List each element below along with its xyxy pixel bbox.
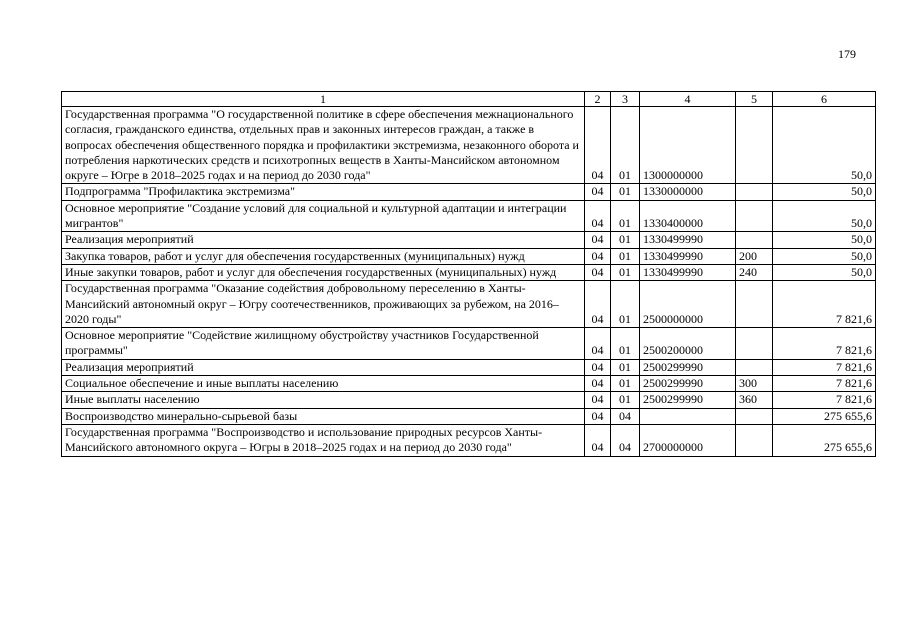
row-type-cell: [736, 232, 773, 248]
row-type-cell: [736, 408, 773, 424]
row-subsection-cell: 01: [611, 359, 640, 375]
row-name-cell: Государственная программа "Воспроизводство и использование природных ресурсов Ханты-Мансийского автономного округа – Югры в 2018–2025 годах и на период до 2030 года": [62, 424, 585, 456]
row-target-cell: 1330499990: [640, 248, 736, 264]
row-amount-cell: 50,0: [773, 232, 876, 248]
table-body: [62, 107, 876, 457]
row-name-cell: Основное мероприятие "Содействие жилищному обустройству участников Государственной программы": [62, 328, 585, 360]
row-section-cell: 04: [585, 107, 611, 184]
row-section-cell: 04: [585, 200, 611, 232]
header-col-2: 2: [585, 92, 611, 107]
row-target-cell: 1330000000: [640, 184, 736, 200]
header-col-3: 3: [611, 92, 640, 107]
row-type-cell: 360: [736, 392, 773, 408]
row-target-cell: 2500200000: [640, 328, 736, 360]
row-name-cell: Подпрограмма "Профилактика экстремизма": [62, 184, 585, 200]
row-amount-cell: 50,0: [773, 248, 876, 264]
table-row: [62, 328, 876, 360]
row-section-cell: 04: [585, 232, 611, 248]
row-section-cell: 04: [585, 359, 611, 375]
header-col-5: 5: [736, 92, 773, 107]
budget-table: [61, 91, 876, 457]
row-target-cell: 2500299990: [640, 359, 736, 375]
row-target-cell: 2500299990: [640, 392, 736, 408]
row-section-cell: 04: [585, 408, 611, 424]
row-name-cell: Государственная программа "О государственной политике в сфере обеспечения межнационального согласия, гражданского единства, отдельных прав и законных интересов граждан, а также в вопросах обеспечения общественного порядка и профилактики экстремизма, незаконного оборота и потребления наркотических средств и психотропных веществ в Ханты-Мансийском автономном округе – Югре в 2018–2025 годах и на период до 2030 года": [62, 107, 585, 184]
page-number: 179: [838, 47, 856, 61]
table-row: [62, 264, 876, 280]
row-section-cell: 04: [585, 424, 611, 456]
row-subsection-cell: 01: [611, 264, 640, 280]
row-subsection-cell: 01: [611, 184, 640, 200]
row-name-cell: Иные выплаты населению: [62, 392, 585, 408]
row-amount-cell: 50,0: [773, 107, 876, 184]
row-section-cell: 04: [585, 392, 611, 408]
row-section-cell: 04: [585, 184, 611, 200]
row-subsection-cell: 01: [611, 200, 640, 232]
header-col-4: 4: [640, 92, 736, 107]
row-section-cell: 04: [585, 248, 611, 264]
row-subsection-cell: 04: [611, 424, 640, 456]
row-subsection-cell: 01: [611, 328, 640, 360]
table-row: [62, 248, 876, 264]
row-type-cell: [736, 328, 773, 360]
row-amount-cell: 7 821,6: [773, 359, 876, 375]
table-row: [62, 408, 876, 424]
row-section-cell: 04: [585, 376, 611, 392]
row-type-cell: 300: [736, 376, 773, 392]
row-amount-cell: 50,0: [773, 200, 876, 232]
row-type-cell: [736, 184, 773, 200]
table-row: [62, 184, 876, 200]
row-subsection-cell: 04: [611, 408, 640, 424]
row-target-cell: 1330400000: [640, 200, 736, 232]
row-amount-cell: 50,0: [773, 184, 876, 200]
row-name-cell: Иные закупки товаров, работ и услуг для обеспечения государственных (муниципальных) нужд: [62, 264, 585, 280]
row-name-cell: Реализация мероприятий: [62, 232, 585, 248]
row-subsection-cell: 01: [611, 107, 640, 184]
row-type-cell: [736, 424, 773, 456]
row-name-cell: Реализация мероприятий: [62, 359, 585, 375]
header-col-1: 1: [62, 92, 585, 107]
row-target-cell: 1330499990: [640, 232, 736, 248]
row-section-cell: 04: [585, 264, 611, 280]
table-row: [62, 359, 876, 375]
row-amount-cell: 7 821,6: [773, 392, 876, 408]
row-type-cell: [736, 281, 773, 328]
table-row: [62, 281, 876, 328]
table-row: [62, 392, 876, 408]
row-subsection-cell: 01: [611, 232, 640, 248]
row-name-cell: Социальное обеспечение и иные выплаты населению: [62, 376, 585, 392]
row-section-cell: 04: [585, 281, 611, 328]
row-amount-cell: 7 821,6: [773, 376, 876, 392]
row-target-cell: 2500299990: [640, 376, 736, 392]
row-amount-cell: 50,0: [773, 264, 876, 280]
table-row: [62, 424, 876, 456]
row-amount-cell: 275 655,6: [773, 408, 876, 424]
row-target-cell: 1300000000: [640, 107, 736, 184]
row-name-cell: Закупка товаров, работ и услуг для обеспечения государственных (муниципальных) нужд: [62, 248, 585, 264]
row-target-cell: 2700000000: [640, 424, 736, 456]
table-header-row: [62, 92, 876, 107]
row-subsection-cell: 01: [611, 376, 640, 392]
row-name-cell: Воспроизводство минерально-сырьевой базы: [62, 408, 585, 424]
row-type-cell: 200: [736, 248, 773, 264]
row-type-cell: 240: [736, 264, 773, 280]
row-target-cell: 1330499990: [640, 264, 736, 280]
row-name-cell: Основное мероприятие "Создание условий для социальной и культурной адаптации и интеграции мигрантов": [62, 200, 585, 232]
table-row: [62, 200, 876, 232]
row-amount-cell: 7 821,6: [773, 328, 876, 360]
row-type-cell: [736, 107, 773, 184]
table-row: [62, 107, 876, 184]
row-section-cell: 04: [585, 328, 611, 360]
header-col-6: 6: [773, 92, 876, 107]
table-row: [62, 232, 876, 248]
row-subsection-cell: 01: [611, 281, 640, 328]
row-type-cell: [736, 200, 773, 232]
row-amount-cell: 7 821,6: [773, 281, 876, 328]
row-subsection-cell: 01: [611, 248, 640, 264]
table-row: [62, 376, 876, 392]
row-name-cell: Государственная программа "Оказание содействия добровольному переселению в Ханты-Мансийский автономный округ – Югру соотечественников, проживающих за рубежом, на 2016–2020 годы": [62, 281, 585, 328]
row-subsection-cell: 01: [611, 392, 640, 408]
row-target-cell: 2500000000: [640, 281, 736, 328]
row-target-cell: [640, 408, 736, 424]
table-header: [62, 92, 876, 107]
row-amount-cell: 275 655,6: [773, 424, 876, 456]
row-type-cell: [736, 359, 773, 375]
